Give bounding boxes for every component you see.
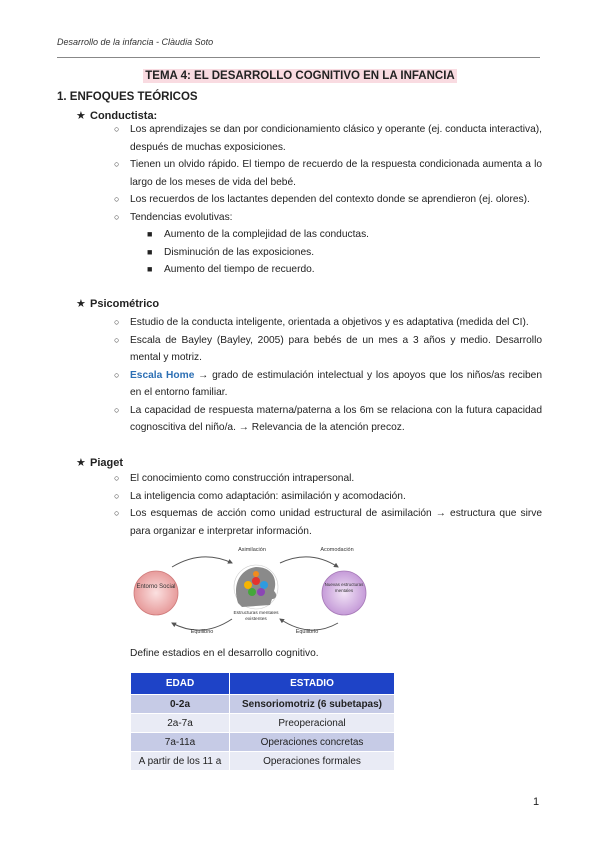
list-item-text: Estudio de la conducta inteligente, orientada a objetivos y es adaptativa (medida del CI). (130, 317, 529, 328)
stages-table (130, 672, 395, 771)
list-item-text: → grado de estimulación intelectual y los apoyos que los niños/as reciben en el entorno familiar. (130, 369, 542, 398)
conductista-list (114, 121, 542, 279)
table-row (131, 695, 395, 714)
circle-bullet-icon: ○ (114, 194, 120, 204)
sublist-item-text: Disminución de las exposiciones. (164, 246, 315, 258)
heading-psicometrico-text: Psicométrico (90, 298, 160, 310)
list-item-text: Tienen un olvido rápido. El tiempo de recuerdo de la respuesta condicionada aumenta a lo largo de los meses de vida del bebé. (130, 159, 542, 188)
label-estructuras-existentes: Estructuras mentales existentes (233, 611, 279, 622)
header-edad: EDAD (131, 673, 230, 695)
escala-home-link[interactable]: Escala Home (130, 369, 195, 381)
list-item-text: La capacidad de respuesta materna/paterna a los 6m se relaciona con la futura capacidad cognoscitiva del niño/a. → Relevancia de la atención precoz. (130, 404, 542, 433)
header-estadio: ESTADIO (230, 673, 395, 695)
piaget-adaptation-diagram (132, 545, 368, 653)
list-item (114, 402, 542, 437)
list-item-text: Los esquemas de acción como unidad estructural de asimilación → estructura que sirve para organizar e interpretar información. (130, 508, 542, 537)
circle-bullet-icon: ○ (114, 317, 120, 327)
sublist-item (144, 261, 542, 279)
circle-bullet-icon: ○ (114, 334, 120, 345)
header-divider (57, 57, 540, 58)
psicometrico-list (114, 314, 542, 437)
list-item-text: El conocimiento como construcción intrapersonal. (130, 473, 355, 484)
table-row (131, 733, 395, 752)
cell-estadio: Preoperacional (230, 714, 395, 733)
running-header: Desarrollo de la infancia - Clàudia Soto (57, 37, 214, 47)
cell-estadio: Operaciones formales (230, 752, 395, 771)
page-number: 1 (533, 796, 540, 808)
heading-psicometrico (76, 297, 159, 310)
label-acomodacion: Acomodación (320, 547, 354, 553)
document-title (0, 70, 600, 82)
circle-bullet-icon: ○ (114, 159, 120, 169)
cell-edad: 0-2a (131, 695, 230, 714)
list-item (114, 488, 542, 506)
star-icon: ★ (76, 457, 86, 469)
stages-caption: Define estadios en el desarrollo cognitivo. (130, 648, 319, 659)
star-icon: ★ (76, 110, 86, 122)
square-bullet-icon: ■ (147, 264, 153, 274)
cell-estadio: Operaciones concretas (230, 733, 395, 752)
list-item (114, 191, 542, 209)
arrow-asimilacion (172, 557, 232, 567)
cell-edad: A partir de los 11 a (131, 752, 230, 771)
list-item-text: Los aprendizajes se dan por condicionamiento clásico y operante (ej. conducta interactiva), después de muchas exposiciones. (130, 124, 542, 153)
circle-bullet-icon: ○ (114, 404, 120, 415)
label-nuevas-estructuras: Nuevas estructuras mentales (324, 582, 364, 593)
table-header-row (131, 673, 395, 695)
circle-bullet-icon: ○ (114, 473, 120, 483)
list-item-text: Los recuerdos de los lactantes dependen del contexto donde se aprendieron (ej. olores). (130, 194, 530, 205)
circle-bullet-icon: ○ (114, 508, 120, 518)
cell-edad: 2a-7a (131, 714, 230, 733)
list-item (114, 505, 542, 540)
cell-estadio: Sensoriomotriz (6 subetapas) (230, 695, 395, 714)
circle-bullet-icon: ○ (114, 490, 120, 501)
brain-head-icon (234, 565, 278, 609)
label-equilibrio-left: Equilibrio (190, 629, 214, 635)
circle-bullet-icon: ○ (114, 211, 120, 222)
heading-piaget-text: Piaget (90, 457, 124, 469)
list-item-text: Escala de Bayley (Bayley, 2005) para bebés de un mes a 3 años y medio. Desarrollo mental y motriz. (130, 334, 542, 363)
label-asimilacion: Asimilación (238, 547, 266, 553)
square-bullet-icon: ■ (147, 229, 153, 239)
list-item (114, 209, 542, 279)
table-row (131, 752, 395, 771)
tendencias-sublist (144, 226, 542, 279)
circle-bullet-icon: ○ (114, 124, 120, 134)
circle-bullet-icon: ○ (114, 369, 120, 380)
list-item (114, 470, 542, 488)
heading-piaget (76, 456, 123, 469)
list-item (114, 121, 542, 156)
star-icon: ★ (76, 298, 86, 310)
document-title-text: TEMA 4: EL DESARROLLO COGNITIVO EN LA INFANCIA (145, 70, 455, 82)
list-item-text: Tendencias evolutivas: (130, 211, 233, 223)
piaget-list (114, 470, 542, 540)
table-row (131, 714, 395, 733)
sublist-item (144, 226, 542, 244)
sublist-item-text: Aumento de la complejidad de las conductas. (164, 229, 370, 240)
list-item-text: La inteligencia como adaptación: asimilación y acomodación. (130, 490, 406, 502)
list-item (114, 156, 542, 191)
heading-conductista-text: Conductista: (90, 110, 158, 122)
square-bullet-icon: ■ (147, 246, 153, 257)
sublist-item (144, 244, 542, 262)
list-item (114, 332, 542, 367)
section-heading: 1. ENFOQUES TEÓRICOS (57, 91, 198, 103)
list-item (114, 367, 542, 402)
sublist-item-text: Aumento del tiempo de recuerdo. (164, 264, 315, 275)
label-equilibrio-right: Equilibrio (295, 629, 319, 635)
cell-edad: 7a-11a (131, 733, 230, 752)
arrow-acomodacion (280, 557, 338, 567)
label-entorno-social: Entorno Social (136, 584, 176, 590)
list-item (114, 314, 542, 332)
